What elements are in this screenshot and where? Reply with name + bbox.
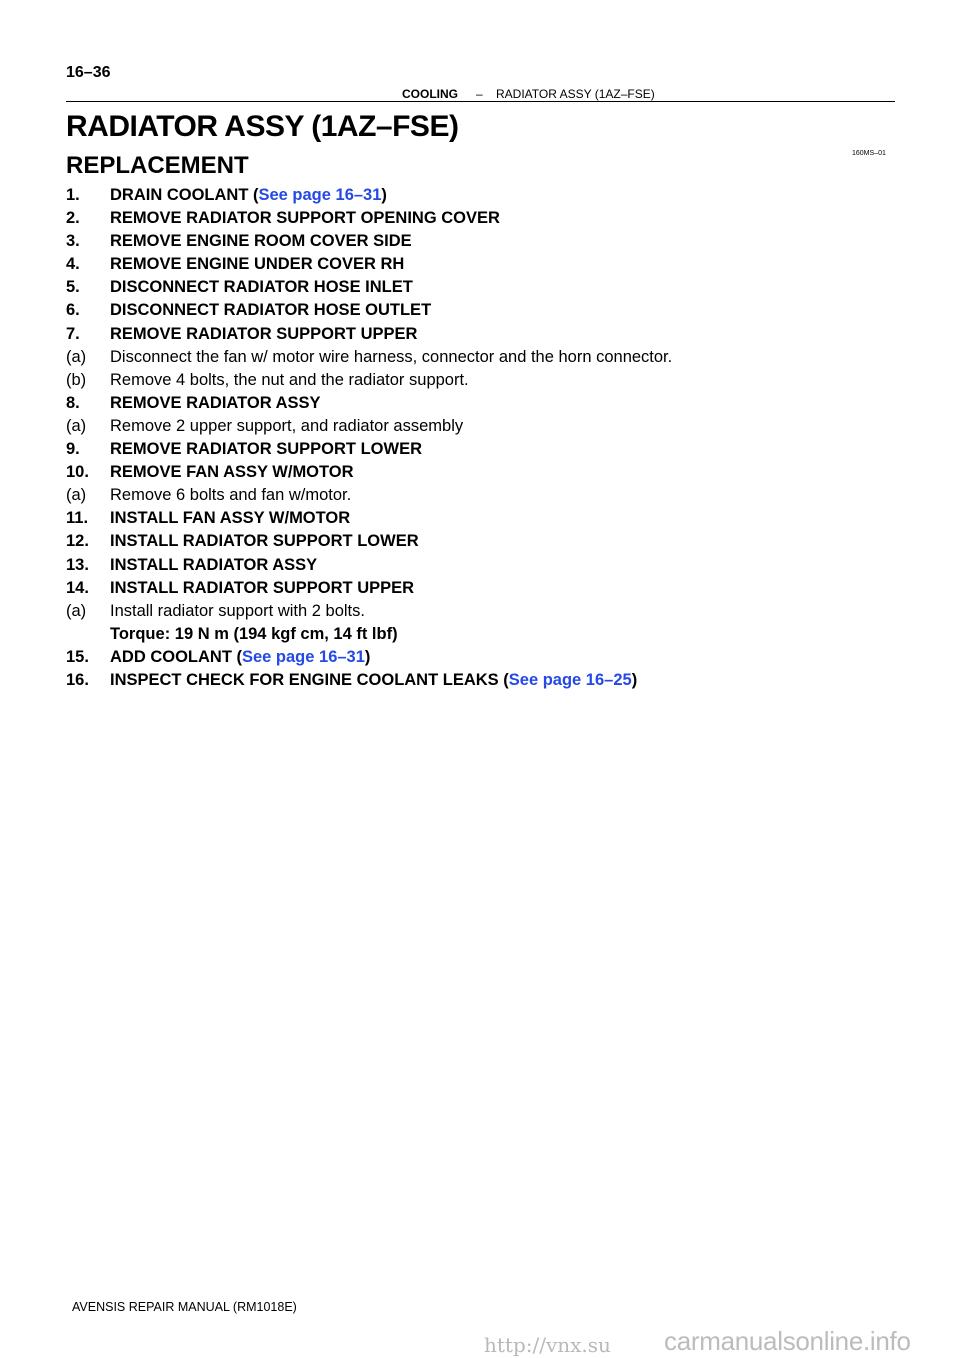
- substep-text: Remove 6 bolts and fan w/motor.: [110, 486, 352, 505]
- substep-text: Remove 2 upper support, and radiator assembly: [110, 416, 464, 435]
- substep-text: Remove 4 bolts, the nut and the radiator support.: [110, 370, 469, 389]
- see-page-link[interactable]: See page 16–31: [241, 647, 365, 666]
- substep: [66, 415, 896, 438]
- header-section: COOLING: [402, 87, 458, 101]
- step-inspect-leaks: [66, 669, 896, 692]
- substep: [66, 600, 896, 623]
- step-text: REMOVE RADIATOR SUPPORT OPENING COVER: [110, 209, 500, 228]
- torque-spec: [66, 623, 896, 646]
- section-subtitle: REPLACEMENT: [66, 152, 249, 179]
- step-text: ADD COOLANT (: [110, 647, 242, 666]
- page-title: RADIATOR ASSY (1AZ–FSE): [66, 110, 459, 143]
- substep-letter: (a): [66, 601, 87, 620]
- footer-manual-name: AVENSIS REPAIR MANUAL (RM1018E): [72, 1300, 297, 1314]
- page-number: 16–36: [66, 64, 111, 81]
- step-text: REMOVE RADIATOR SUPPORT LOWER: [110, 440, 422, 459]
- step-number: 6.: [66, 301, 80, 320]
- step-text-close: ): [381, 186, 387, 204]
- step-text: REMOVE RADIATOR SUPPORT UPPER: [110, 324, 418, 343]
- step-text: INSPECT CHECK FOR ENGINE COOLANT LEAKS (: [110, 670, 509, 689]
- step-text: INSTALL RADIATOR ASSY: [110, 555, 318, 574]
- substep-letter: (a): [66, 416, 87, 435]
- document-code: 160MS–01: [852, 150, 886, 157]
- procedure-steps: [66, 184, 896, 692]
- step-number: 3.: [66, 232, 80, 251]
- step-text: INSTALL RADIATOR SUPPORT UPPER: [110, 578, 415, 597]
- step-remove-under-cover: [66, 253, 896, 276]
- torque-text: Torque: 19 N m (194 kgf cm, 14 ft lbf): [110, 624, 398, 643]
- substep-letter: (b): [66, 370, 87, 389]
- step-text-close: ): [631, 670, 638, 689]
- see-page-link[interactable]: See page 16–25: [508, 670, 632, 689]
- step-install-support-lower: [66, 530, 896, 553]
- substep: [66, 369, 896, 392]
- substep: [66, 346, 896, 369]
- step-number: 14.: [66, 578, 89, 597]
- step-number: 2.: [66, 209, 80, 228]
- step-remove-support-lower: [66, 438, 896, 461]
- step-number: 4.: [66, 255, 80, 274]
- header-rule: [66, 101, 895, 102]
- step-number: 9.: [66, 440, 80, 459]
- step-number: 16.: [66, 670, 89, 689]
- step-install-fan-assy: [66, 507, 896, 530]
- step-text: INSTALL RADIATOR SUPPORT LOWER: [110, 532, 419, 551]
- substep-text: Disconnect the fan w/ motor wire harness, connector and the horn connector.: [110, 347, 673, 366]
- step-text-close: ): [364, 647, 371, 666]
- step-drain-coolant: [66, 184, 896, 207]
- substep-letter: (a): [66, 347, 87, 366]
- step-install-support-upper: [66, 577, 896, 600]
- substep-text: Install radiator support with 2 bolts.: [110, 601, 365, 620]
- step-text: INSTALL FAN ASSY W/MOTOR: [110, 509, 351, 528]
- step-number: 1.: [66, 186, 80, 204]
- step-remove-fan-assy: [66, 461, 896, 484]
- step-remove-support-upper: [66, 323, 896, 346]
- step-text: DRAIN COOLANT (: [110, 186, 259, 204]
- step-disconnect-hose-outlet: [66, 299, 896, 322]
- step-text: DISCONNECT RADIATOR HOSE OUTLET: [110, 301, 432, 320]
- step-number: 15.: [66, 647, 89, 666]
- step-number: 10.: [66, 463, 89, 482]
- watermark-brand: carmanualsonline.info: [664, 1326, 911, 1356]
- step-install-radiator-assy: [66, 554, 896, 577]
- step-number: 7.: [66, 324, 80, 343]
- step-text: REMOVE ENGINE UNDER COVER RH: [110, 255, 405, 274]
- step-add-coolant: [66, 646, 896, 669]
- header-dash: –: [476, 87, 483, 101]
- step-remove-room-cover: [66, 230, 896, 253]
- step-number: 12.: [66, 532, 89, 551]
- substep-letter: (a): [66, 486, 87, 505]
- step-text: REMOVE FAN ASSY W/MOTOR: [110, 463, 354, 482]
- step-text: DISCONNECT RADIATOR HOSE INLET: [110, 278, 413, 297]
- step-number: 5.: [66, 278, 80, 297]
- watermark-url: http://vnx.su: [484, 1333, 611, 1357]
- header-topic: RADIATOR ASSY (1AZ–FSE): [496, 87, 655, 101]
- substep: [66, 484, 896, 507]
- step-remove-opening-cover: [66, 207, 896, 230]
- step-number: 8.: [66, 393, 80, 412]
- step-number: 13.: [66, 555, 89, 574]
- step-text: REMOVE RADIATOR ASSY: [110, 393, 321, 412]
- step-text: REMOVE ENGINE ROOM COVER SIDE: [110, 232, 412, 251]
- step-number: 11.: [66, 509, 89, 528]
- step-remove-radiator-assy: [66, 392, 896, 415]
- see-page-link[interactable]: See page 16–31: [258, 186, 382, 204]
- step-disconnect-hose-inlet: [66, 276, 896, 299]
